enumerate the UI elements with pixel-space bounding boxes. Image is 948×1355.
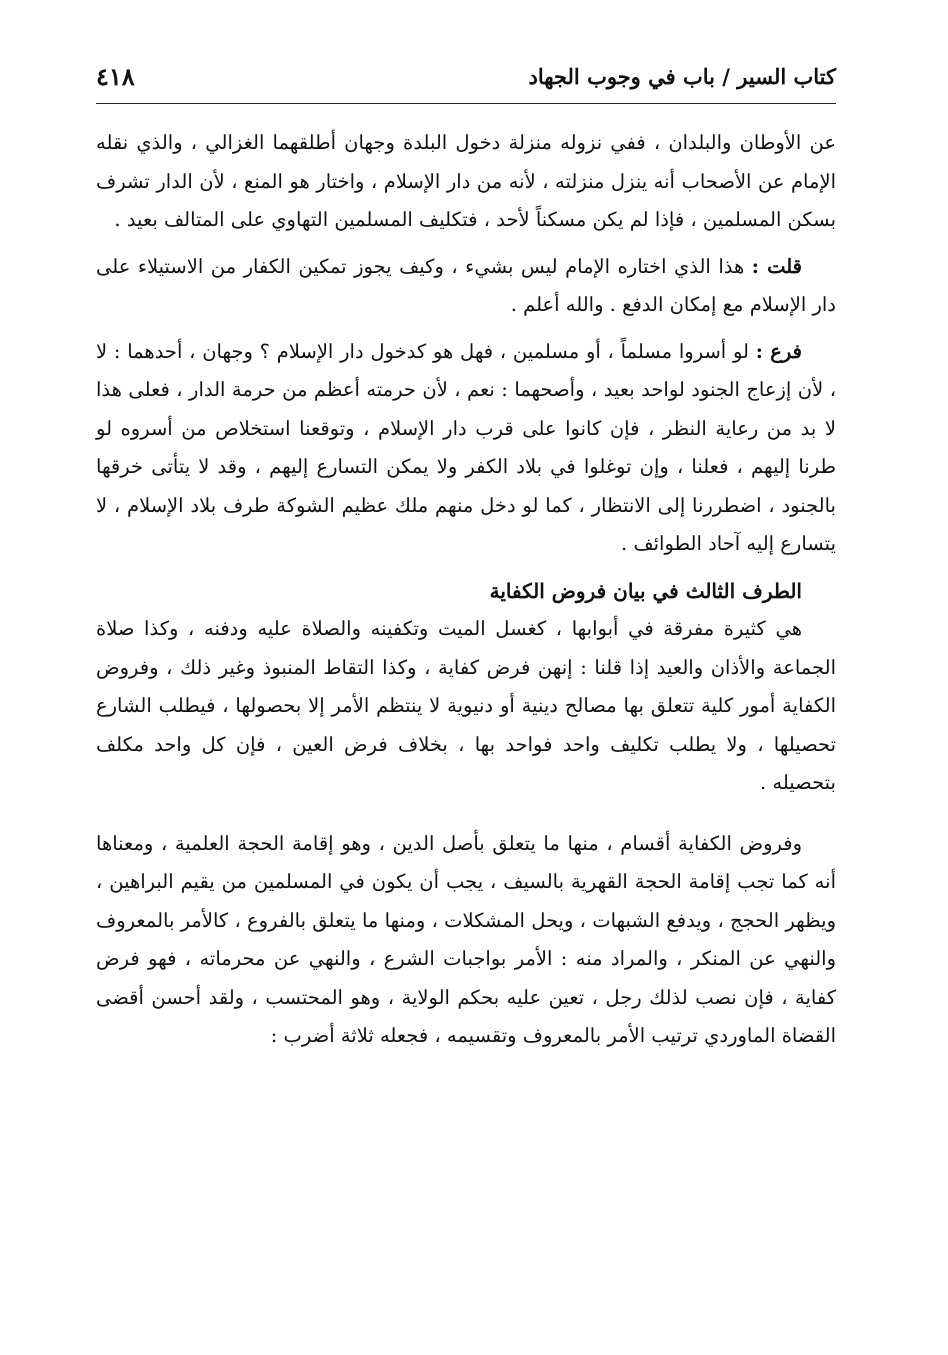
running-title: كتاب السير / باب في وجوب الجهاد	[528, 64, 836, 89]
paragraph-gap	[96, 811, 836, 825]
paragraph-text-far: لو أسروا مسلماً ، أو مسلمين ، فهل هو كدخول دار الإسلام ؟ وجهان ، أحدهما : لا ، لأن إزعاج الجنود لواحد بعيد ، وأصحهما : نعم ، لأن حرمته أعظم من حرمة الدار ، فعلى هذا لا بد من رعاية النظر ، فإن كانوا على قرب دار الإسلام ، وتوقعنا استخلاص من أسروه لو طرنا إليهم ، فعلنا ، وإن توغلوا في بلاد الكفر ولا يمكن التسارع إليهم ، وقد لا يتأتى خرقها بالجنود ، اضطررنا إلى الانتظار ، كما لو دخل منهم ملك عظيم الشوكة طرف بلاد الإسلام ، لا يتسارع إليه آحاد الطوائف .	[96, 339, 836, 555]
paragraph-lead-far: فرع :	[755, 339, 802, 363]
paragraph-aqsam: وفروض الكفاية أقسام ، منها ما يتعلق بأصل الدين ، وهو إقامة الحجة العلمية ، ومعناها أنه كما تجب إقامة الحجة القهرية بالسيف ، يجب أن يكون في المسلمين من يقيم البراهين ، ويظهر الحجج ، ويدفع الشبهات ، ويحل المشكلات ، ومنها ما يتعلق بالفروع ، كالأمر بالمعروف والنهي عن المنكر ، والمراد منه : الأمر بواجبات الشرع ، والنهي عن محرماته ، فهو فرض كفاية ، فإن نصب لذلك رجل ، تعين عليه بحكم الولاية ، وهو المحتسب ، ولقد أحسن أقضى القضاة الماوردي ترتيب الأمر بالمعروف وتقسيمه ، فجعله ثلاثة أضرب :	[96, 831, 836, 1047]
paragraph-fard-kifaya: هي كثيرة مفرقة في أبوابها ، كغسل الميت وتكفينه والصلاة عليه ودفنه ، وكذا صلاة الجماعة والأذان والعيد إذا قلنا : إنهن فرض كفاية ، وكذا التقاط المنبوذ وغير ذلك ، وفروض الكفاية أمور كلية تتعلق بها مصالح دينية أو دنيوية لا ينتظم الأمر إلا بحصولها ، فيطلب الشارع تحصيلها ، ولا يطلب تكليف واحد فواحد بها ، بخلاف فرض العين ، فإن كل واحد مكلف بتحصيله .	[96, 617, 836, 794]
paragraph-far	[96, 333, 836, 564]
page-header	[96, 56, 836, 100]
page-body	[96, 124, 836, 1064]
section-heading: الطرف الثالث في بيان فروض الكفاية	[489, 578, 802, 603]
paragraph-continuation: عن الأوطان والبلدان ، ففي نزوله منزلة دخول البلدة وجهان أطلقهما الغزالي ، والذي نقله الإمام عن الأصحاب أنه ينزل منزلته ، لأنه من دار الإسلام ، واختار هو المنع ، لأن الدار تشرف بسكن المسلمين ، فإذا لم يكن مسكناً لأحد ، فتكليف المسلمين التهاوي على المتالف بعيد .	[96, 131, 836, 231]
paragraph-qultu	[96, 248, 836, 325]
paragraph-text-qultu: هذا الذي اختاره الإمام ليس بشيء ، وكيف يجوز تمكين الكفار من الاستيلاء على دار الإسلام مع إمكان الدفع . والله أعلم .	[96, 254, 836, 316]
header-divider	[96, 103, 836, 104]
paragraph-lead-qultu: قلت :	[751, 254, 802, 278]
page-number: ٤١٨	[96, 62, 135, 91]
